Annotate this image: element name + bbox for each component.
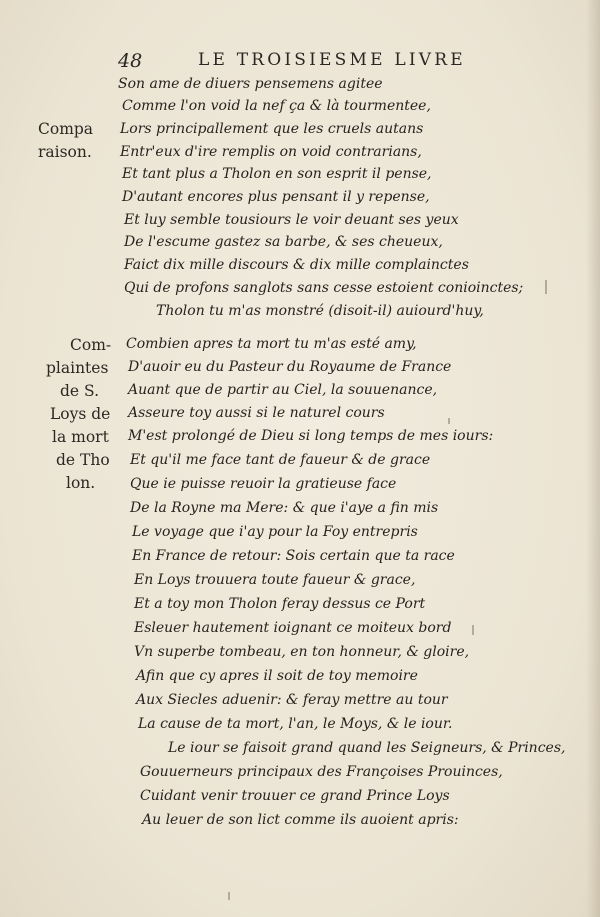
verse-line: Aux Siecles aduenir: & feray mettre au tour xyxy=(136,692,448,708)
verse-line: Au leuer de son lict comme ils auoient apris: xyxy=(142,812,459,828)
verse-line: Que ie puisse reuoir la gratieuse face xyxy=(130,476,397,492)
verse-line: Lors principallement que les cruels autans xyxy=(120,121,424,137)
ink-mark xyxy=(472,625,474,635)
margin-note-line: la mort xyxy=(52,428,109,446)
verse-line: En France de retour: Sois certain que ta race xyxy=(132,548,455,564)
margin-note-line: Com- xyxy=(70,336,112,354)
ink-mark xyxy=(228,892,230,900)
verse-line: Le voyage que i'ay pour la Foy entrepris xyxy=(132,524,418,540)
margin-note-line: Loys de xyxy=(50,405,111,423)
verse-line: La cause de ta mort, l'an, le Moys, & le iour. xyxy=(138,716,453,732)
verse-line: De l'escume gastez sa barbe, & ses cheueux, xyxy=(124,234,443,250)
verse-line: D'autant encores plus pensant il y repense, xyxy=(122,189,430,205)
verse-line: Cuidant venir trouuer ce grand Prince Loys xyxy=(140,788,450,804)
margin-note-line: plaintes xyxy=(46,359,109,377)
verse-line: Comme l'on void la nef ça & là tourmentee, xyxy=(122,98,431,114)
ink-mark xyxy=(448,418,450,424)
verse-line: Et qu'il me face tant de faueur & de grace xyxy=(130,452,431,468)
verse-line: Asseure toy aussi si le naturel cours xyxy=(128,405,385,421)
page-number: 48 xyxy=(118,50,143,72)
margin-note-line: lon. xyxy=(66,474,96,492)
verse-line: Et a toy mon Tholon feray dessus ce Port xyxy=(134,596,426,612)
ink-mark xyxy=(545,280,547,294)
verse-line: Qui de profons sanglots sans cesse estoient conioinctes; xyxy=(124,280,524,296)
verse-line: De la Royne ma Mere: & que i'aye a fin mis xyxy=(130,500,439,516)
verse-line: Son ame de diuers pensemens agitee xyxy=(118,76,383,92)
verse-line: Et luy semble tousiours le voir deuant ses yeux xyxy=(124,212,459,228)
verse-line: Tholon tu m'as monstré (disoit-il) auiourd'huy, xyxy=(156,303,484,319)
verse-line: Le iour se faisoit grand quand les Seigneurs, & Princes, xyxy=(168,740,566,756)
verse-line: M'est prolongé de Dieu si long temps de mes iours: xyxy=(128,428,494,444)
margin-note-line: raison. xyxy=(38,143,92,161)
running-title: LE TROISIESME LIVRE xyxy=(198,50,466,70)
verse-line: Vn superbe tombeau, en ton honneur, & gloire, xyxy=(134,644,470,660)
verse-line: Afin que cy apres il soit de toy memoire xyxy=(136,668,418,684)
verse-line: Auant que de partir au Ciel, la souuenance, xyxy=(128,382,438,398)
margin-note-line: Compa xyxy=(38,120,94,138)
verse-line: Et tant plus a Tholon en son esprit il pense, xyxy=(122,166,432,182)
margin-note-line: de S. xyxy=(60,382,100,400)
verse-line: En Loys trouuera toute faueur & grace, xyxy=(134,572,416,588)
verse-line: Entr'eux d'ire remplis on void contrarians, xyxy=(120,144,422,160)
verse-line: Faict dix mille discours & dix mille complainctes xyxy=(124,257,469,273)
verse-line: Esleuer hautement ioignant ce moiteux bord xyxy=(134,620,452,636)
verse-line: D'auoir eu du Pasteur du Royaume de France xyxy=(128,359,452,375)
margin-note-line: de Tho xyxy=(56,451,110,469)
verse-line: Gouuerneurs principaux des Françoises Prouinces, xyxy=(140,764,503,780)
verse-line: Combien apres ta mort tu m'as esté amy, xyxy=(126,336,417,352)
